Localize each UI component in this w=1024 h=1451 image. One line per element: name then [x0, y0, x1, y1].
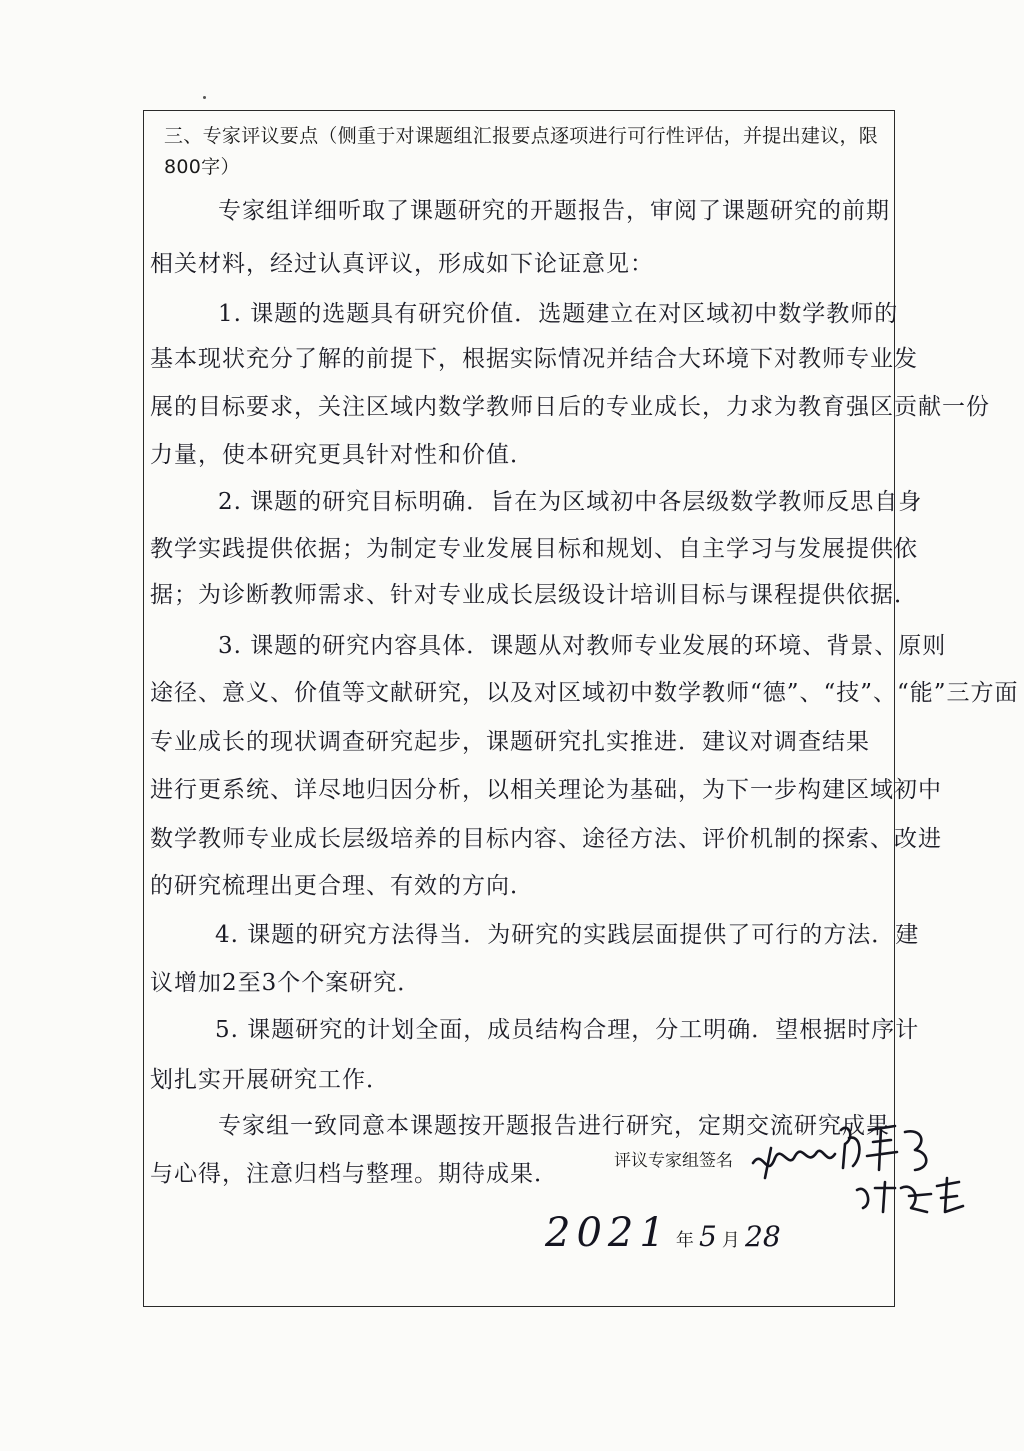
date-month-suffix: 月	[721, 1230, 740, 1251]
opinion-line: 4. 课题的研究方法得当．为研究的实践层面提供了可行的方法．建	[215, 922, 920, 948]
opinion-line: 2. 课题的研究目标明确．旨在为区域初中各层级数学教师反思自身	[218, 489, 923, 515]
opinion-line: 相关材料，经过认真评议，形成如下论证意见：	[150, 251, 654, 277]
opinion-line: 议增加2至3个个案研究．	[150, 970, 422, 996]
section-heading: 三、专家评议要点（侧重于对课题组汇报要点逐项进行可行性评估，并提出建议，限800字）	[164, 125, 879, 178]
date-year: 2021	[545, 1210, 671, 1256]
opinion-line: 3. 课题的研究内容具体．课题从对教师专业发展的环境、背景、原则	[218, 633, 947, 659]
signature-label: 评议专家组签名	[614, 1151, 733, 1171]
opinion-line: 据；为诊断教师需求、针对专业成长层级设计培训目标与课程提供依据．	[150, 582, 918, 608]
date-day: 28	[745, 1220, 781, 1253]
opinion-line: 的研究梳理出更合理、有效的方向．	[150, 873, 534, 899]
opinion-line: 5. 课题研究的计划全面，成员结构合理，分工明确．望根据时序计	[215, 1017, 920, 1043]
opinion-line: 专业成长的现状调查研究起步，课题研究扎实推进．建议对调查结果	[150, 729, 870, 755]
opinion-line: 进行更系统、详尽地归因分析，以相关理论为基础，为下一步构建区域初中	[150, 777, 942, 803]
opinion-line: 与心得，注意归档与整理。期待成果．	[150, 1161, 558, 1187]
opinion-line: 基本现状充分了解的前提下，根据实际情况并结合大环境下对教师专业发	[150, 346, 918, 372]
opinion-line: 数学教师专业成长层级培养的目标内容、途径方法、评价机制的探索、改进	[150, 826, 942, 852]
opinion-line: 途径、意义、价值等文献研究，以及对区域初中数学教师“德”、“技”、“能”三方面	[150, 680, 1019, 706]
opinion-line: 展的目标要求，关注区域内数学教师日后的专业成长，力求为教育强区贡献一份	[150, 394, 990, 420]
date-year-suffix: 年	[675, 1230, 694, 1251]
handwritten-date	[545, 1210, 781, 1256]
opinion-line: 专家组一致同意本课题按开题报告进行研究，定期交流研究成果	[218, 1113, 890, 1139]
opinion-line: 教学实践提供依据；为制定专业发展目标和规划、自主学习与发展提供依	[150, 536, 918, 562]
date-month: 5	[698, 1220, 717, 1253]
opinion-line: 划扎实开展研究工作．	[150, 1067, 390, 1093]
opinion-line: 1. 课题的选题具有研究价值．选题建立在对区域初中数学教师的	[218, 301, 899, 327]
scan-speck	[203, 96, 206, 99]
opinion-line: 专家组详细听取了课题研究的开题报告，审阅了课题研究的前期	[218, 198, 890, 224]
opinion-line: 力量，使本研究更具针对性和价值．	[150, 442, 534, 468]
